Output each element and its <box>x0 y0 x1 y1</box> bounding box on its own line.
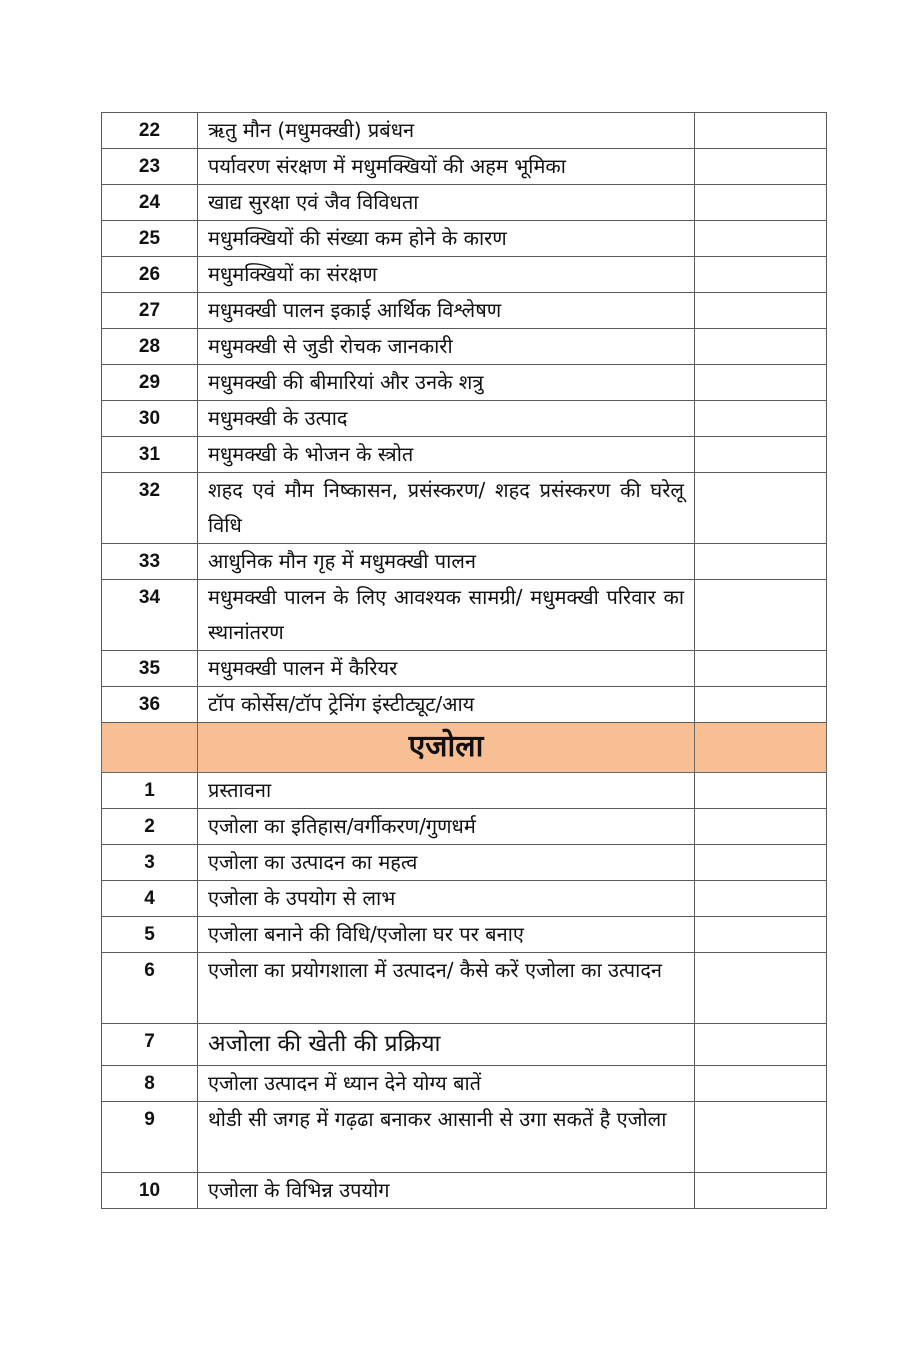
table-row <box>102 651 827 687</box>
row-number: 33 <box>102 544 198 580</box>
row-number: 4 <box>102 881 198 917</box>
table-row <box>102 687 827 723</box>
blank-cell <box>695 113 827 149</box>
blank-cell <box>695 580 827 651</box>
row-number: 2 <box>102 809 198 845</box>
blank-cell <box>695 1102 827 1173</box>
row-number: 9 <box>102 1102 198 1173</box>
row-title: मधुमक्खी पालन में कैरियर <box>198 651 695 687</box>
table-row <box>102 473 827 544</box>
blank-cell <box>695 257 827 293</box>
row-number: 1 <box>102 773 198 809</box>
row-title: शहद एवं मौम निष्कासन, प्रसंस्करण/ शहद प्रसंस्करण की घरेलू विधि <box>198 473 695 544</box>
table-row <box>102 773 827 809</box>
table-row <box>102 149 827 185</box>
table-row <box>102 1102 827 1173</box>
row-title: एजोला बनाने की विधि/एजोला घर पर बनाए <box>198 917 695 953</box>
section-heading-row <box>102 723 827 773</box>
blank-cell <box>695 401 827 437</box>
row-number: 25 <box>102 221 198 257</box>
row-number: 22 <box>102 113 198 149</box>
row-title: एजोला के विभिन्न उपयोग <box>198 1173 695 1209</box>
contents-table <box>101 112 827 1209</box>
table-row <box>102 580 827 651</box>
row-title: अजोला की खेती की प्रक्रिया <box>198 1024 695 1066</box>
table-row <box>102 1066 827 1102</box>
blank-cell <box>695 845 827 881</box>
row-number: 8 <box>102 1066 198 1102</box>
row-number: 30 <box>102 401 198 437</box>
blank-cell <box>695 773 827 809</box>
blank-cell <box>695 293 827 329</box>
table-row <box>102 544 827 580</box>
table-row <box>102 917 827 953</box>
blank-cell <box>695 185 827 221</box>
table-row <box>102 329 827 365</box>
blank-cell <box>695 149 827 185</box>
row-title: मधुमक्खी के उत्पाद <box>198 401 695 437</box>
table-row <box>102 113 827 149</box>
row-title: मधुमक्खी से जुडी रोचक जानकारी <box>198 329 695 365</box>
table-row <box>102 221 827 257</box>
row-title: एजोला का प्रयोगशाला में उत्पादन/ कैसे करें एजोला का उत्पादन <box>198 953 695 1024</box>
blank-cell <box>102 723 198 773</box>
blank-cell <box>695 917 827 953</box>
table-row <box>102 365 827 401</box>
row-number: 27 <box>102 293 198 329</box>
row-number: 28 <box>102 329 198 365</box>
row-number: 35 <box>102 651 198 687</box>
row-number: 10 <box>102 1173 198 1209</box>
row-title: मधुमक्खियों का संरक्षण <box>198 257 695 293</box>
row-title: खाद्य सुरक्षा एवं जैव विविधता <box>198 185 695 221</box>
blank-cell <box>695 1066 827 1102</box>
blank-cell <box>695 723 827 773</box>
blank-cell <box>695 953 827 1024</box>
row-number: 6 <box>102 953 198 1024</box>
row-number: 29 <box>102 365 198 401</box>
row-number: 34 <box>102 580 198 651</box>
blank-cell <box>695 1024 827 1066</box>
blank-cell <box>695 1173 827 1209</box>
table-row <box>102 185 827 221</box>
row-title: एजोला उत्पादन में ध्यान देने योग्य बातें <box>198 1066 695 1102</box>
blank-cell <box>695 881 827 917</box>
row-number: 31 <box>102 437 198 473</box>
blank-cell <box>695 329 827 365</box>
row-title: मधुमक्खियों की संख्या कम होने के कारण <box>198 221 695 257</box>
row-number: 7 <box>102 1024 198 1066</box>
table-row <box>102 1173 827 1209</box>
row-number: 32 <box>102 473 198 544</box>
row-title: प्रस्तावना <box>198 773 695 809</box>
row-title: आधुनिक मौन गृह में मधुमक्खी पालन <box>198 544 695 580</box>
row-title: मधुमक्खी पालन इकाई आर्थिक विश्लेषण <box>198 293 695 329</box>
row-title: मधुमक्खी पालन के लिए आवश्यक सामग्री/ मधुमक्खी परिवार का स्थानांतरण <box>198 580 695 651</box>
table-row <box>102 809 827 845</box>
row-title: एजोला का इतिहास/वर्गीकरण/गुणधर्म <box>198 809 695 845</box>
row-title: एजोला के उपयोग से लाभ <box>198 881 695 917</box>
table-row <box>102 257 827 293</box>
table-row <box>102 401 827 437</box>
row-title: थोडी सी जगह में गढ़ढा बनाकर आसानी से उगा सकतें है एजोला <box>198 1102 695 1173</box>
table-row <box>102 881 827 917</box>
table-row <box>102 437 827 473</box>
row-title: मधुमक्खी की बीमारियां और उनके शत्रु <box>198 365 695 401</box>
row-number: 23 <box>102 149 198 185</box>
row-number: 5 <box>102 917 198 953</box>
row-number: 3 <box>102 845 198 881</box>
blank-cell <box>695 809 827 845</box>
blank-cell <box>695 365 827 401</box>
table-row <box>102 845 827 881</box>
row-number: 36 <box>102 687 198 723</box>
row-number: 24 <box>102 185 198 221</box>
blank-cell <box>695 437 827 473</box>
row-number: 26 <box>102 257 198 293</box>
row-title: पर्यावरण संरक्षण में मधुमक्खियों की अहम भूमिका <box>198 149 695 185</box>
row-title: मधुमक्खी के भोजन के स्त्रोत <box>198 437 695 473</box>
blank-cell <box>695 221 827 257</box>
table-row <box>102 1024 827 1066</box>
blank-cell <box>695 651 827 687</box>
section-heading: एजोला <box>198 723 695 773</box>
table-row <box>102 293 827 329</box>
blank-cell <box>695 687 827 723</box>
row-title: एजोला का उत्पादन का महत्व <box>198 845 695 881</box>
blank-cell <box>695 473 827 544</box>
contents-sheet <box>101 112 826 1209</box>
blank-cell <box>695 544 827 580</box>
row-title: ऋतु मौन (मधुमक्खी) प्रबंधन <box>198 113 695 149</box>
table-row <box>102 953 827 1024</box>
row-title: टॉप कोर्सेस/टॉप ट्रेनिंग इंस्टीट्यूट/आय <box>198 687 695 723</box>
